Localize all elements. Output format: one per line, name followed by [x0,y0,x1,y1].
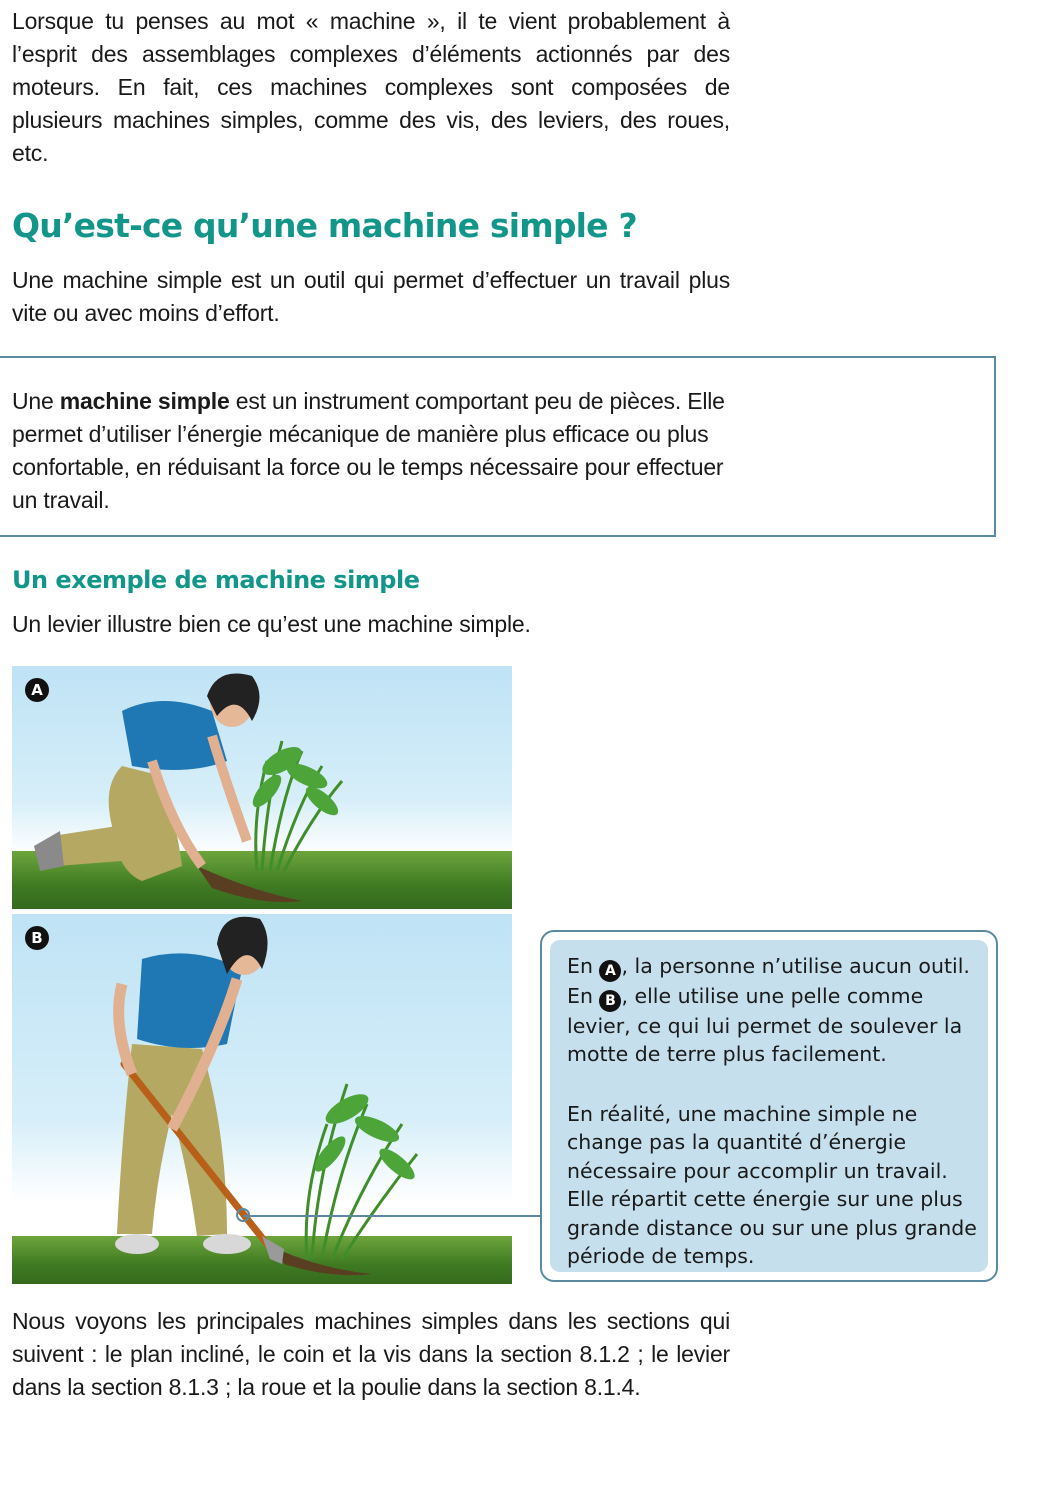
callout-badge-a: A [599,960,621,982]
definition-prefix: Une [12,388,60,414]
callout-inner [550,940,988,1272]
leader-line [243,1215,540,1217]
intro-paragraph: Lorsque tu penses au mot « machine », il te vient probablement à l’esprit des assemblages complexes d’éléments actionnés par des moteurs. En fait, ces machines complexes sont composées de plusieurs machines simples, comme des vis, des leviers, des roues, etc. [12,8,730,166]
definition-text [12,385,732,517]
callout-paragraph-2: En réalité, une machine simple ne change pas la quantité d’énergie nécessaire pour accomplir un travail. Elle répartit cette énergie sur une plus grande distance ou sur une plus grande période de temps. [567,1102,977,1269]
figure-b-shovel [12,914,512,1284]
subsection-body: Un levier illustre bien ce qu’est une machine simple. [12,611,531,637]
figure-a-illustration [12,666,512,909]
definition-rest: est un instrument comportant peu de pièces. Elle permet d’utiliser l’énergie mécanique de manière plus efficace ou plus confortable, en réduisant la force ou le temps nécessaire pour effectuer un travail. [12,388,725,513]
callout-badge-b: B [599,990,621,1012]
section-title: Qu’est-ce qu’une machine simple ? [12,206,637,245]
figure-b-badge: B [25,926,49,950]
callout-text: En [567,954,600,978]
subsection-title: Un exemple de machine simple [12,566,420,594]
figure-a-badge: A [25,678,49,702]
figure-b-illustration [12,914,512,1284]
callout-paragraph-1 [567,952,987,1069]
definition-term: machine simple [59,388,230,414]
definition-box [0,356,996,537]
callout-box [540,930,998,1282]
conclusion-paragraph: Nous voyons les principales machines simples dans les sections qui suivent : le plan incliné, le coin et la vis dans la section 8.1.2 ; le levier dans la section 8.1.3 ; la roue et la poulie dans la section 8.1.4. [12,1308,730,1400]
section-body: Une machine simple est un outil qui permet d’effectuer un travail plus vite ou avec moins d’effort. [12,267,730,326]
figure-a-kneeling [12,666,512,909]
callout-text: , la personne n’utilise aucun outil. En [567,954,970,1008]
callout-text: , elle utilise une pelle comme levier, ce qui lui permet de soulever la motte de terre plus facilement. [567,984,963,1067]
